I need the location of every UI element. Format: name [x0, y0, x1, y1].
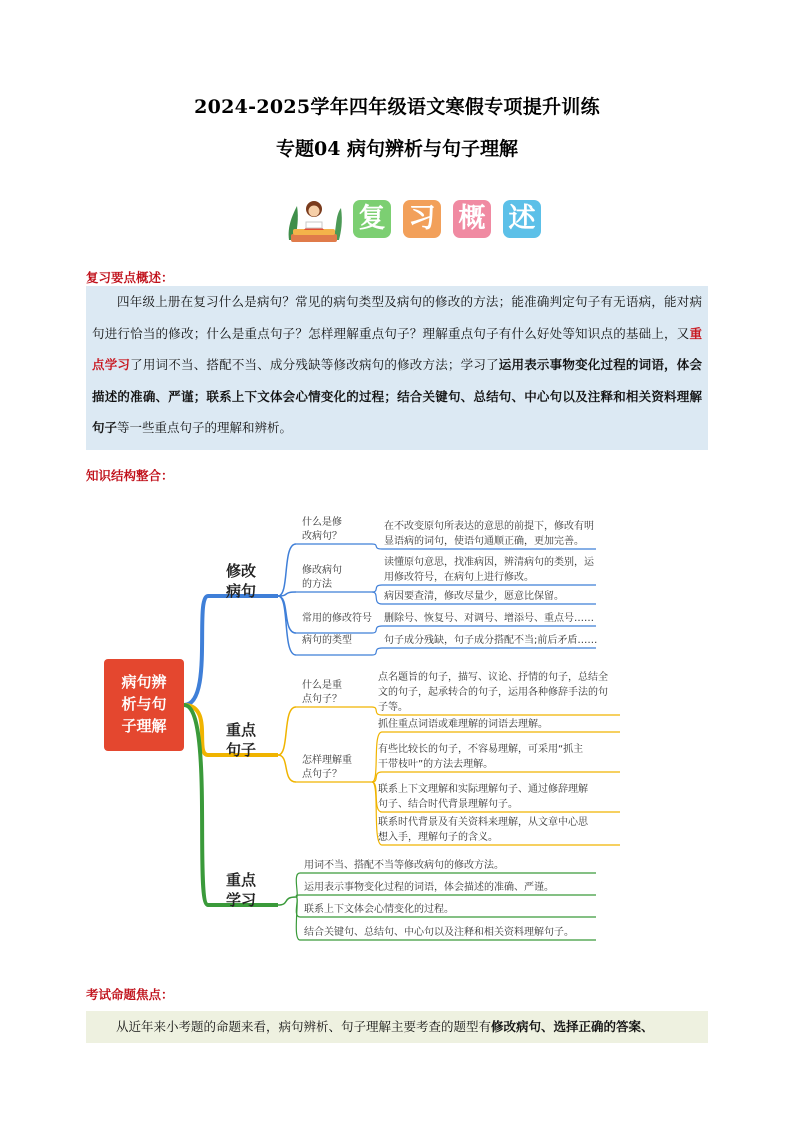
leaf-connector: [372, 585, 382, 592]
sub-topic-label: 修改病句: [302, 565, 342, 576]
leaf-text: 读懂原句意思，找准病因，辨清病句的类别，运: [384, 557, 594, 568]
exam-focus-box: [86, 1011, 708, 1043]
review-summary-paragraph: [86, 286, 708, 444]
leaf-text: 点名题旨的句子，描写、议论、抒情的句子，总结全: [378, 672, 608, 683]
leaf-text: 用词不当、搭配不当等修改病句的修改方法。: [304, 860, 504, 871]
text-run: 等一些重点句子的理解和辨析。: [117, 420, 293, 435]
leaf-connector: [372, 592, 382, 604]
leaf-text: 结合关键句、总结句、中心句以及注释和相关资料理解句子。: [304, 927, 574, 938]
leaf-text: 联系上下文理解和实际理解句子、通过修辞理解: [378, 784, 588, 795]
leaf-text: 想入手，理解句子的含义。: [378, 832, 498, 843]
branch-connector: [184, 596, 278, 705]
banner-tile-2: 习: [403, 200, 441, 238]
leaf-text: 文的句子，起承转合的句子，运用各种修辞手法的句: [378, 687, 608, 698]
section-heading-exam: 考试命题焦点：: [86, 987, 174, 1002]
center-node-label: 子理解: [121, 717, 167, 735]
leaf-text: 联系时代背景及有关资料来理解，从文章中心思: [378, 817, 588, 828]
branch-label: 病句: [226, 582, 257, 600]
branch-label: 句子: [226, 741, 257, 759]
exam-focus-paragraph: [86, 1011, 708, 1043]
page-subtitle: 专题04 病句辨析与句子理解: [275, 138, 519, 160]
branch-label: 修改: [226, 562, 257, 580]
branch-label: 重点: [226, 871, 257, 889]
leaf-text: 联系上下文体会心情变化的过程。: [304, 904, 454, 915]
leaf-text: 有些比较长的句子，不容易理解，可采用“抓主: [378, 744, 584, 755]
review-overview-banner: [283, 196, 543, 246]
leaf-text: 句子成分残缺，句子成分搭配不当;前后矛盾……: [384, 635, 598, 646]
reading-child-icon: [283, 196, 345, 246]
page-title: 2024-2025学年四年级语文寒假专项提升训练: [194, 96, 600, 118]
sub-connector: [278, 707, 296, 755]
text-run: 四年级上册在复习什么是病句？常见的病句类型及病句的修改的方法；能准确判定句子有无语病，能对病句进行恰当的修改；什么是重点句子？怎样理解重点句子？理解重点句子有什么好处等知识点的基础上，又: [92, 294, 702, 341]
leaf-text: 句子、结合时代背景理解句子。: [378, 799, 518, 810]
leaf-connector: [296, 897, 300, 940]
section-heading-structure: 知识结构整合：: [86, 468, 174, 483]
sub-topic-label: 点句子？: [302, 769, 342, 780]
sub-topic-label: 什么是重: [302, 680, 342, 691]
sub-connector: [278, 897, 296, 905]
leaf-text: 抓住重点词语或难理解的词语去理解。: [378, 719, 548, 730]
sub-connector: [278, 755, 296, 782]
review-summary-box: [86, 286, 708, 450]
branch-label: 重点: [226, 721, 257, 739]
sub-topic-label: 的方法: [302, 579, 332, 590]
sub-topic-label: 什么是修: [302, 517, 342, 528]
banner-tile-1: 复: [353, 200, 391, 238]
leaf-text: 运用表示事物变化过程的词语，体会描述的准确、严谨。: [304, 882, 554, 893]
text-run: 从近年来小考题的命题来看，病句辨析、句子理解主要考查的题型有: [116, 1019, 492, 1034]
sub-topic-label: 常用的修改符号: [302, 613, 372, 624]
section-heading-review: 复习要点概述：: [86, 270, 174, 285]
leaf-text: 用修改符号，在病句上进行修改。: [384, 572, 534, 583]
sub-topic-label: 病句的类型: [302, 635, 352, 646]
leaf-connector: [372, 626, 382, 633]
banner-tile-4: 述: [503, 200, 541, 238]
sub-topic-label: 点句子？: [302, 694, 342, 705]
sub-connector: [278, 544, 296, 596]
text-run: 了用词不当、搭配不当、成分残缺等修改病句的修改方法；学习了: [130, 357, 499, 372]
leaf-text: 病因要查清，修改尽量少，愿意比保留。: [384, 591, 564, 602]
sub-topic-label: 改病句？: [302, 531, 342, 542]
leaf-text: 子等。: [378, 702, 408, 713]
leaf-text: 删除号、恢复号、对调号、增添号、重点号……: [384, 613, 594, 624]
leaf-connector: [372, 544, 382, 549]
bold-text: 运用表示事物变化过程的词语，体会描述的准确、严谨；联系上下文体会心情变化的过程；结合关键句、总结句、中心句以及注释和相关资料理解句子: [92, 357, 702, 435]
branch-label: 学习: [226, 891, 257, 909]
sub-topic-label: 怎样理解重: [302, 755, 352, 766]
bold-text: 修改病句、选择正确的答案、: [491, 1019, 654, 1034]
leaf-connector: [372, 648, 382, 655]
center-node-label: 析与句: [121, 695, 167, 713]
knowledge-mindmap: [0, 500, 794, 970]
sub-connector: [278, 596, 296, 655]
leaf-text: 在不改变原句所表达的意思的前提下，修改有明: [384, 521, 594, 532]
leaf-connector: [296, 873, 300, 897]
banner-tile-3: 概: [453, 200, 491, 238]
highlight-text: 重点学习: [92, 325, 702, 372]
leaf-text: 显语病的词句，使语句通顺正确，更加完善。: [384, 536, 584, 547]
center-node-label: 病句辨: [121, 673, 167, 691]
leaf-text: 干带枝叶”的方法去理解。: [378, 759, 494, 770]
